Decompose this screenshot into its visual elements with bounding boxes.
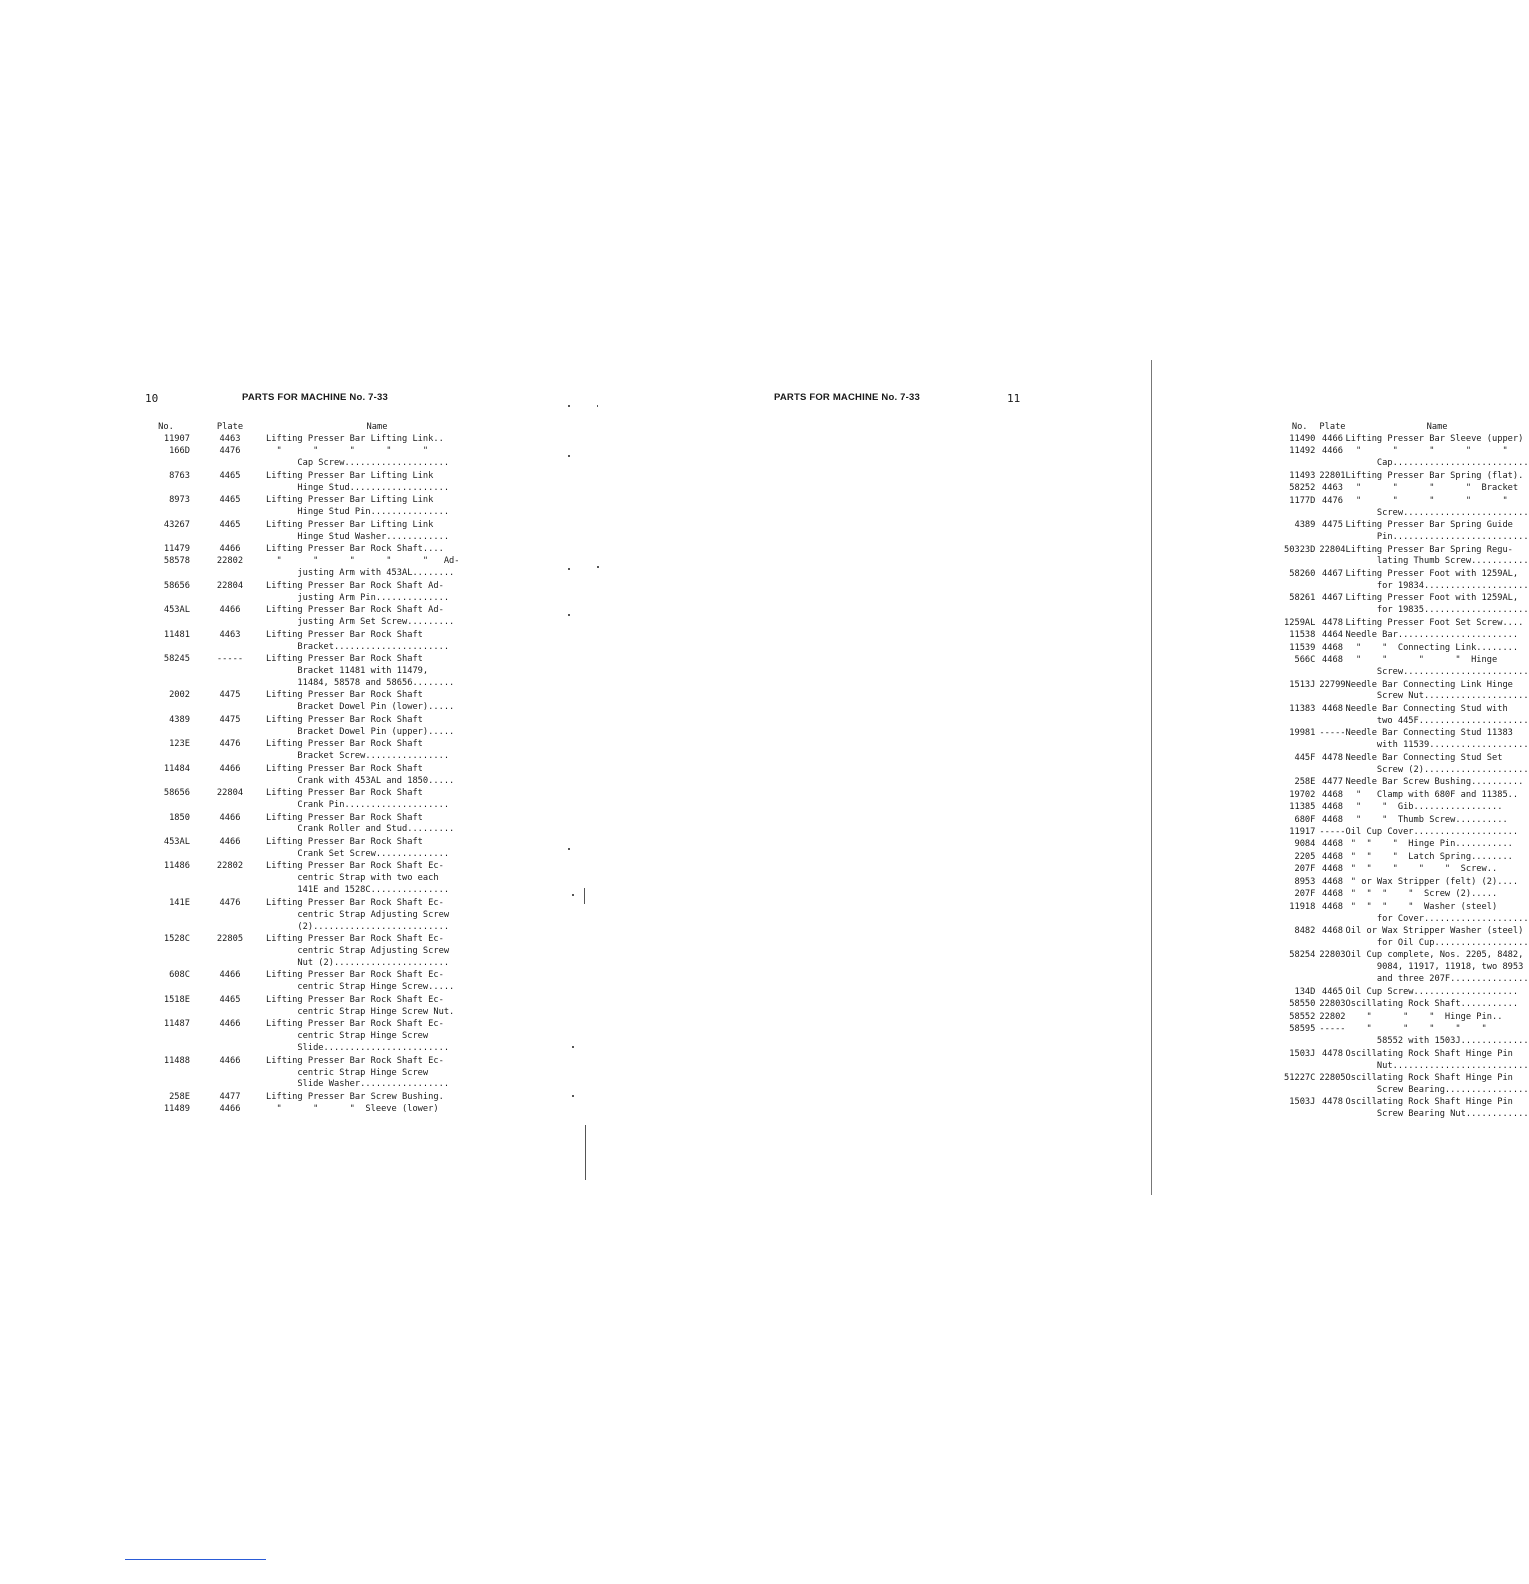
gutter-speck — [584, 888, 585, 904]
table-row — [1284, 704, 1529, 728]
part-name-cell: Lifting Presser Bar Rock Shaft Bracket 11481 with 11479, 11484, 58578 and 58656........ — [266, 654, 455, 689]
part-name-cell: " " " " Bracket — [1345, 483, 1519, 494]
parts-table-body — [1284, 434, 1529, 1122]
table-row — [142, 788, 488, 812]
gutter-speck — [597, 566, 599, 568]
part-name-cell: Lifting Presser Bar Rock Shaft Crank Set Screw.............. — [266, 836, 450, 859]
part-number-cell: 258E — [169, 1091, 190, 1102]
table-row — [142, 630, 488, 654]
plate-number-cell: 22803 — [1319, 999, 1346, 1010]
part-name-cell: Lifting Presser Bar Rock Shaft Ec- centric Strap Hinge Screw Slide........................ — [266, 1019, 450, 1054]
plate-number-cell: 4466 — [219, 970, 241, 981]
plate-number-cell: 4466 — [219, 605, 241, 616]
plate-number-cell: ----- — [1319, 728, 1346, 739]
table-row — [1284, 827, 1529, 839]
part-number-cell: 1513J — [1289, 679, 1316, 690]
part-number-cell: 58656 — [163, 788, 190, 799]
plate-number-cell: 4466 — [219, 812, 241, 823]
plate-number-cell: 4475 — [1322, 520, 1343, 531]
table-row — [1284, 1012, 1529, 1024]
plate-number-cell: 4465 — [219, 495, 241, 506]
plate-number-cell: 4478 — [1322, 1097, 1343, 1108]
part-name-cell: Lifting Presser Bar Rock Shaft Bracket Dowel Pin (lower)..... — [266, 690, 455, 713]
gutter-speck — [568, 614, 570, 616]
plate-number-cell: 4466 — [1322, 433, 1343, 444]
part-number-cell: 1259AL — [1284, 617, 1316, 628]
table-row — [142, 715, 488, 739]
part-number-cell: 207F — [1294, 864, 1316, 875]
part-number-cell: 50323D — [1284, 544, 1316, 555]
part-number-cell: 166D — [169, 446, 190, 457]
part-name-cell: Needle Bar Connecting Stud with two 445F..................... — [1345, 703, 1529, 726]
page-number: 10 — [145, 392, 159, 405]
part-number-cell: 9084 — [1294, 839, 1316, 850]
plate-number-cell: 4468 — [1322, 926, 1343, 937]
part-name-cell: " " " " " Screw.. — [1345, 864, 1498, 875]
table-row — [142, 544, 488, 556]
part-name-cell: Lifting Presser Bar Rock Shaft Bracket...................... — [266, 629, 450, 652]
part-name-cell: Oil Cup Screw.................... — [1345, 986, 1519, 997]
page-number: 11 — [1007, 392, 1021, 405]
table-row — [1284, 520, 1529, 544]
part-name-cell: Oil Cup Cover.................... — [1345, 826, 1519, 837]
plate-number-cell: 4468 — [1322, 703, 1343, 714]
part-number-cell: 680F — [1294, 814, 1316, 825]
part-name-cell: " " " Hinge Pin........... — [1345, 839, 1513, 850]
part-number-cell: 58261 — [1289, 593, 1316, 604]
table-header-row — [142, 422, 488, 434]
table-row — [1284, 483, 1529, 495]
part-number-cell: 11486 — [163, 861, 190, 872]
part-number-cell: 141E — [169, 897, 190, 908]
table-row — [1284, 593, 1529, 617]
table-row — [142, 434, 488, 446]
part-number-cell: 11539 — [1289, 642, 1316, 653]
part-number-cell: 134D — [1294, 986, 1316, 997]
plate-number-cell: 4463 — [219, 629, 241, 640]
part-name-cell: Oil Cup complete, Nos. 2205, 8482, 9084, 11917, 11918, two 8953 and three 207F............... — [1345, 950, 1529, 985]
part-name-cell: " " " " " Cap Screw.................... — [276, 446, 450, 469]
part-name-cell: " " " " Hinge Screw........................ — [1356, 655, 1529, 678]
gutter-speck — [572, 894, 574, 896]
table-row — [142, 739, 488, 763]
column-header-name: Name — [1426, 422, 1448, 432]
gutter-speck — [568, 405, 570, 407]
part-number-cell: 11383 — [1289, 703, 1316, 714]
part-name-cell: Oscillating Rock Shaft Hinge Pin Nut.......................... — [1345, 1048, 1529, 1071]
table-row — [1284, 926, 1529, 950]
table-row — [1284, 618, 1529, 630]
parts-table — [142, 422, 488, 1117]
gutter-speck — [568, 455, 570, 457]
part-number-cell: 1518E — [163, 994, 190, 1005]
table-row — [142, 520, 488, 544]
table-row — [142, 934, 488, 970]
part-number-cell: 207F — [1294, 889, 1316, 900]
part-name-cell: " " " " Screw (2)..... — [1345, 889, 1498, 900]
part-name-cell: " " " Hinge Pin.. — [1345, 1011, 1503, 1022]
table-row — [1284, 1049, 1529, 1073]
table-row — [1284, 877, 1529, 889]
part-name-cell: " " " " " 58552 with 1503J............. — [1366, 1024, 1529, 1047]
table-row — [142, 970, 488, 994]
part-number-cell: 1503J — [1289, 1097, 1316, 1108]
table-row — [142, 1019, 488, 1055]
table-row — [1284, 839, 1529, 851]
table-row — [142, 605, 488, 629]
plate-number-cell: 4465 — [1322, 986, 1343, 997]
table-row — [142, 1092, 488, 1104]
plate-number-cell: 22802 — [216, 556, 244, 567]
part-name-cell: " or Wax Stripper (felt) (2).... — [1345, 876, 1519, 887]
part-number-cell: 8763 — [169, 470, 190, 481]
part-number-cell: 258E — [1294, 777, 1316, 788]
table-row — [142, 813, 488, 837]
gutter-speck — [585, 1125, 586, 1180]
part-name-cell: Needle Bar Screw Bushing.......... — [1345, 777, 1524, 788]
part-name-cell: " " Connecting Link........ — [1345, 642, 1519, 653]
plate-number-cell: 4468 — [1322, 901, 1343, 912]
part-number-cell: 608C — [169, 970, 190, 981]
part-number-cell: 11489 — [163, 1104, 190, 1115]
part-name-cell: Lifting Presser Bar Spring Regu- lating Thumb Screw........... — [1345, 544, 1529, 567]
parts-table-body — [142, 434, 488, 1117]
plate-number-cell: 4468 — [1322, 642, 1343, 653]
plate-number-cell: ----- — [1319, 826, 1346, 837]
plate-number-cell: 4476 — [219, 446, 241, 457]
table-row — [142, 446, 488, 470]
part-name-cell: " " " Sleeve (lower) — [266, 1104, 439, 1115]
part-number-cell: 11385 — [1289, 802, 1316, 813]
part-name-cell: Lifting Presser Bar Rock Shaft Bracket Screw................ — [266, 739, 450, 762]
table-row — [1284, 496, 1529, 520]
table-row — [1284, 1097, 1529, 1121]
part-number-cell: 11487 — [163, 1019, 190, 1030]
plate-number-cell: 22803 — [1319, 950, 1346, 961]
table-row — [1284, 434, 1529, 446]
plate-number-cell: 22805 — [1319, 1073, 1346, 1084]
part-name-cell: Lifting Presser Bar Lifting Link Hinge Stud Pin............... — [266, 495, 450, 518]
table-row — [1284, 643, 1529, 655]
plate-number-cell: 4466 — [219, 1104, 241, 1115]
plate-number-cell: 4476 — [219, 739, 241, 750]
plate-number-cell: 4476 — [219, 897, 241, 908]
part-name-cell: Lifting Presser Bar Rock Shaft Ad- justing Arm Set Screw......... — [266, 605, 455, 628]
gutter-speck — [568, 848, 570, 850]
part-name-cell: Lifting Presser Foot with 1259AL, for 19835.................... — [1345, 593, 1529, 616]
part-name-cell: Needle Bar Connecting Link Hinge Screw Nut.................... — [1345, 679, 1529, 702]
table-row — [1284, 999, 1529, 1011]
part-name-cell: Needle Bar Connecting Stud 11383 with 11539................... — [1345, 728, 1529, 751]
table-row — [1284, 987, 1529, 999]
part-number-cell: 8973 — [169, 495, 190, 506]
part-name-cell: Lifting Presser Bar Lifting Link Hinge Stud................... — [266, 470, 450, 493]
part-number-cell: 58260 — [1289, 568, 1316, 579]
part-name-cell: Lifting Presser Bar Rock Shaft Ec- centric Strap Hinge Screw Nut. — [266, 994, 455, 1017]
table-row — [1284, 630, 1529, 642]
part-name-cell: Needle Bar Connecting Stud Set Screw (2).................... — [1345, 752, 1529, 775]
part-name-cell: Lifting Presser Bar Screw Bushing. — [266, 1091, 444, 1102]
page-edge-line — [1151, 360, 1152, 1195]
gutter-speck — [568, 568, 570, 570]
table-row — [1284, 950, 1529, 986]
table-row — [1284, 569, 1529, 593]
plate-number-cell: ----- — [216, 654, 244, 665]
plate-number-cell: 4467 — [1322, 593, 1343, 604]
table-row — [1284, 802, 1529, 814]
part-number-cell: 58252 — [1289, 483, 1316, 494]
table-row — [1284, 815, 1529, 827]
part-name-cell: Oscillating Rock Shaft........... — [1345, 999, 1519, 1010]
part-number-cell: 11484 — [163, 763, 190, 774]
table-row — [142, 898, 488, 934]
table-row — [1284, 728, 1529, 752]
part-number-cell: 1177D — [1289, 495, 1316, 506]
plate-number-cell: 4468 — [1322, 876, 1343, 887]
column-header-no: No. — [1291, 422, 1308, 432]
part-name-cell: Lifting Presser Bar Sleeve (upper) — [1345, 433, 1524, 444]
plate-number-cell: 4463 — [219, 433, 241, 444]
plate-number-cell: 4466 — [1322, 446, 1343, 457]
table-row — [1284, 680, 1529, 704]
plate-number-cell: 22802 — [216, 861, 244, 872]
part-name-cell: Oscillating Rock Shaft Hinge Pin Screw Bearing Nut............ — [1345, 1097, 1529, 1120]
table-row — [1284, 889, 1529, 901]
footer-rule — [125, 1559, 266, 1560]
part-name-cell: Lifting Presser Bar Rock Shaft.... — [266, 544, 444, 555]
plate-number-cell: 4478 — [1322, 617, 1343, 628]
table-row — [1284, 446, 1529, 470]
table-row — [142, 1056, 488, 1092]
table-row — [142, 690, 488, 714]
plate-number-cell: 4468 — [1322, 889, 1343, 900]
part-number-cell: 11488 — [163, 1055, 190, 1066]
plate-number-cell: 4475 — [219, 714, 241, 725]
part-number-cell: 453AL — [163, 605, 190, 616]
plate-number-cell: 22804 — [1319, 544, 1346, 555]
table-row — [142, 495, 488, 519]
part-number-cell: 11490 — [1289, 433, 1316, 444]
part-number-cell: 58254 — [1289, 950, 1316, 961]
part-number-cell: 11917 — [1289, 826, 1316, 837]
part-number-cell: 566C — [1294, 655, 1316, 666]
part-name-cell: " " " " " Screw........................ — [1356, 495, 1529, 518]
part-name-cell: Needle Bar....................... — [1345, 630, 1519, 641]
table-row — [142, 861, 488, 897]
column-header-plate: Plate — [1319, 422, 1346, 432]
table-row — [142, 556, 488, 580]
plate-number-cell: 4468 — [1322, 851, 1343, 862]
part-number-cell: 11538 — [1289, 630, 1316, 641]
part-number-cell: 11493 — [1289, 470, 1316, 481]
table-row — [142, 764, 488, 788]
parts-table — [1284, 422, 1529, 1122]
table-row — [1284, 902, 1529, 926]
plate-number-cell: 4467 — [1322, 568, 1343, 579]
part-number-cell: 11492 — [1289, 446, 1316, 457]
plate-number-cell: 4475 — [219, 690, 241, 701]
table-header-row — [1284, 422, 1529, 434]
running-head: PARTS FOR MACHINE No. 7-33 — [774, 392, 920, 403]
part-name-cell: Lifting Presser Bar Rock Shaft Ec- centric Strap Hinge Screw Slide Washer................. — [266, 1055, 450, 1090]
part-name-cell: Lifting Presser Bar Rock Shaft Crank with 453AL and 1850..... — [266, 763, 455, 786]
plate-number-cell: 4466 — [219, 763, 241, 774]
column-header-name: Name — [366, 422, 388, 432]
table-row — [1284, 852, 1529, 864]
part-name-cell: " " Thumb Screw.......... — [1345, 814, 1508, 825]
part-number-cell: 58552 — [1289, 1011, 1316, 1022]
part-name-cell: Lifting Presser Bar Spring (flat). — [1345, 470, 1524, 481]
part-name-cell: " " " " " Cap.......................... — [1356, 446, 1529, 469]
table-row — [142, 581, 488, 605]
column-header-plate: Plate — [216, 422, 244, 432]
part-number-cell: 11479 — [163, 544, 190, 555]
plate-number-cell: 4468 — [1322, 655, 1343, 666]
plate-number-cell: 22805 — [216, 934, 244, 945]
column-header-no: No. — [158, 422, 174, 432]
part-name-cell: Lifting Presser Bar Rock Shaft Ec- centric Strap Adjusting Screw Nut (2)...................... — [266, 934, 450, 968]
part-number-cell: 1528C — [163, 934, 190, 945]
part-name-cell: Lifting Presser Bar Rock Shaft Crank Pin.................... — [266, 788, 450, 811]
plate-number-cell: 4468 — [1322, 802, 1343, 813]
plate-number-cell: 22802 — [1319, 1011, 1346, 1022]
part-name-cell: Oscillating Rock Shaft Hinge Pin Screw Bearing................ — [1345, 1073, 1529, 1095]
plate-number-cell: 4468 — [1322, 839, 1343, 850]
table-row — [1284, 864, 1529, 876]
part-number-cell: 58578 — [163, 556, 190, 567]
part-number-cell: 19702 — [1289, 789, 1316, 800]
table-row — [142, 837, 488, 861]
plate-number-cell: ----- — [1319, 1024, 1346, 1035]
plate-number-cell: 22804 — [216, 580, 244, 591]
part-name-cell: " " " " Washer (steel) for Cover.................... — [1350, 901, 1529, 924]
plate-number-cell: 4478 — [1322, 752, 1343, 763]
plate-number-cell: 22804 — [216, 788, 244, 799]
table-row — [1284, 753, 1529, 777]
plate-number-cell: 4463 — [1322, 483, 1343, 494]
table-row — [1284, 655, 1529, 679]
plate-number-cell: 4468 — [1322, 814, 1343, 825]
part-number-cell: 2002 — [169, 690, 190, 701]
plate-number-cell: 4477 — [219, 1091, 241, 1102]
part-name-cell: Lifting Presser Bar Lifting Link.. — [266, 433, 444, 444]
plate-number-cell: 4464 — [1322, 630, 1343, 641]
part-name-cell: " " " " " Ad- justing Arm with 453AL........ — [276, 556, 460, 579]
part-name-cell: Lifting Presser Bar Rock Shaft Ad- justing Arm Pin.............. — [266, 580, 450, 603]
plate-number-cell: 4468 — [1322, 864, 1343, 875]
plate-number-cell: 4466 — [219, 1055, 241, 1066]
part-number-cell: 58595 — [1289, 1024, 1316, 1035]
part-number-cell: 11907 — [163, 433, 190, 444]
table-row — [142, 995, 488, 1019]
gutter-speck — [572, 1095, 574, 1097]
part-number-cell: 11918 — [1289, 901, 1316, 912]
part-name-cell: Lifting Presser Bar Rock Shaft Ec- centric Strap Adjusting Screw (2).......................... — [266, 897, 450, 932]
gutter-speck — [572, 1046, 574, 1048]
part-name-cell: Lifting Presser Bar Rock Shaft Ec- centric Strap with two each 141E and 1528C............... — [266, 861, 450, 896]
part-number-cell: 58245 — [163, 654, 190, 665]
table-row — [142, 654, 488, 690]
part-name-cell: " " Gib................. — [1345, 802, 1503, 813]
part-number-cell: 8482 — [1294, 926, 1316, 937]
table-row — [1284, 471, 1529, 483]
part-number-cell: 1503J — [1289, 1048, 1316, 1059]
table-row — [1284, 1073, 1529, 1097]
plate-number-cell: 4465 — [219, 470, 241, 481]
part-number-cell: 453AL — [163, 836, 190, 847]
table-row — [1284, 777, 1529, 789]
plate-number-cell: 4466 — [219, 544, 241, 555]
part-name-cell: " Clamp with 680F and 11385.. — [1345, 789, 1519, 800]
plate-number-cell: 4466 — [219, 1019, 241, 1030]
part-name-cell: Lifting Presser Foot with 1259AL, for 19834.................... — [1345, 568, 1529, 591]
plate-number-cell: 22799 — [1319, 679, 1346, 690]
part-name-cell: Lifting Presser Bar Rock Shaft Crank Roller and Stud......... — [266, 812, 455, 835]
running-head: PARTS FOR MACHINE No. 7-33 — [242, 392, 388, 403]
plate-number-cell: 4468 — [1322, 789, 1343, 800]
gutter-speck — [597, 405, 598, 407]
plate-number-cell: 4476 — [1322, 495, 1343, 506]
part-number-cell: 445F — [1294, 752, 1316, 763]
part-name-cell: Lifting Presser Bar Lifting Link Hinge Stud Washer............ — [266, 519, 450, 542]
part-number-cell: 4389 — [169, 714, 190, 725]
part-number-cell: 58550 — [1289, 999, 1316, 1010]
part-name-cell: " " " Latch Spring........ — [1345, 851, 1513, 862]
table-row — [142, 1104, 488, 1116]
plate-number-cell: 4478 — [1322, 1048, 1343, 1059]
part-name-cell: Lifting Presser Foot Set Screw.... — [1345, 617, 1524, 628]
table-row — [1284, 545, 1529, 569]
part-number-cell: 123E — [169, 739, 190, 750]
table-row — [1284, 790, 1529, 802]
plate-number-cell: 4466 — [219, 836, 241, 847]
part-number-cell: 4389 — [1294, 520, 1316, 531]
plate-number-cell: 4465 — [219, 519, 241, 530]
plate-number-cell: 4477 — [1322, 777, 1343, 788]
plate-number-cell: 4465 — [219, 994, 241, 1005]
plate-number-cell: 22801 — [1319, 470, 1346, 481]
part-name-cell: Lifting Presser Bar Spring Guide Pin.......................... — [1345, 520, 1529, 543]
part-number-cell: 1850 — [169, 812, 190, 823]
part-number-cell: 8953 — [1294, 876, 1316, 887]
part-number-cell: 19981 — [1289, 728, 1316, 739]
part-number-cell: 11481 — [163, 629, 190, 640]
table-row — [142, 471, 488, 495]
table-row — [1284, 1024, 1529, 1048]
part-name-cell: Lifting Presser Bar Rock Shaft Bracket Dowel Pin (upper)..... — [266, 714, 455, 737]
part-number-cell: 58656 — [163, 580, 190, 591]
part-number-cell: 51227C — [1284, 1073, 1316, 1084]
part-number-cell: 43267 — [163, 519, 190, 530]
part-name-cell: Oil or Wax Stripper Washer (steel) for Oil Cup.................. — [1345, 926, 1529, 949]
part-name-cell: Lifting Presser Bar Rock Shaft Ec- centric Strap Hinge Screw..... — [266, 970, 455, 993]
part-number-cell: 2205 — [1294, 851, 1316, 862]
